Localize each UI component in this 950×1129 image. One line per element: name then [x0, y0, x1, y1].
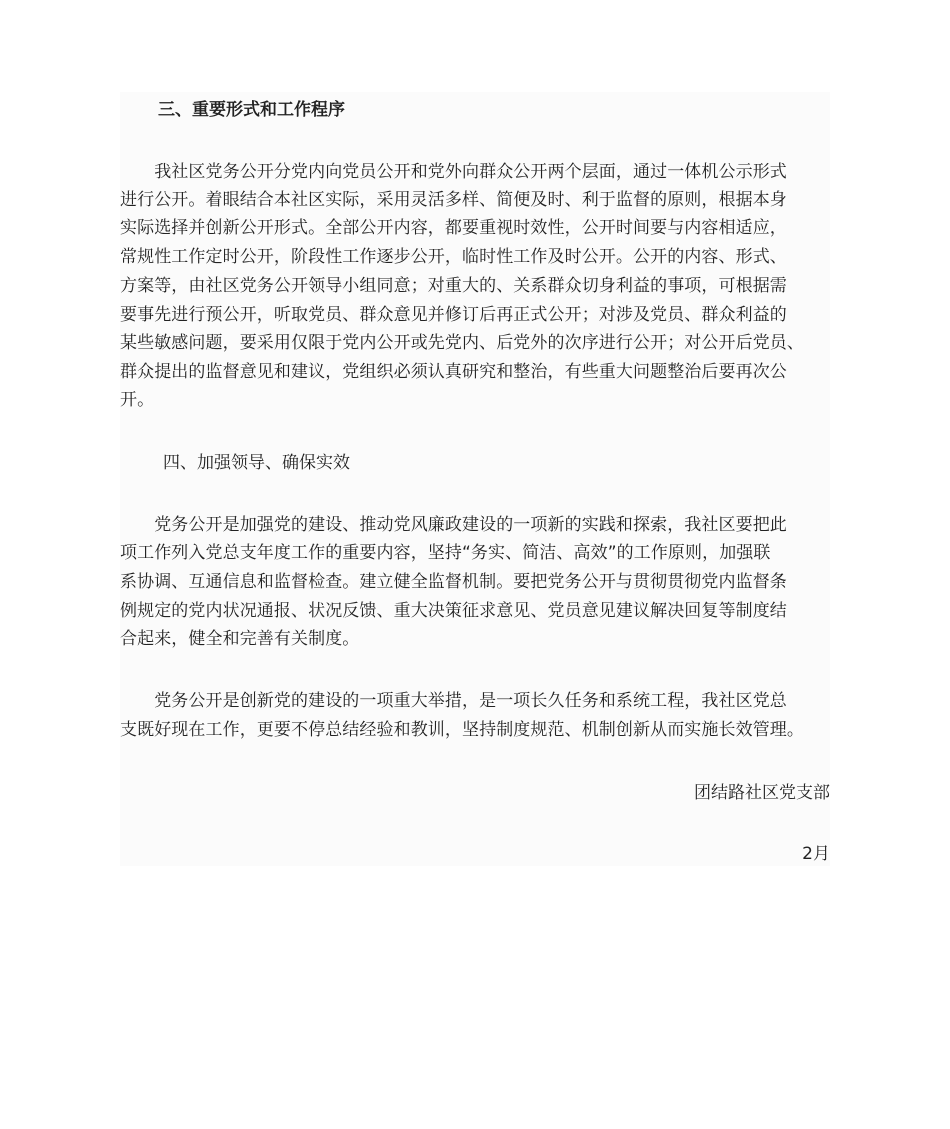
section-3-line-1: 我社区党务公开分党内向党员公开和党外向群众公开两个层面，通过一体机公示形式 — [120, 162, 787, 182]
section-4-line-2: 项工作列入党总支年度工作的重要内容，坚持“务实、简洁、高效”的工作原则，加强联 — [120, 543, 771, 563]
section-4-line-1: 党务公开是加强党的建设、推动党风廉政建设的一项新的实践和探索，我社区要把此 — [120, 515, 787, 535]
signature-organization: 团结路社区党支部 — [694, 783, 830, 803]
section-3-line-4: 常规性工作定时公开，阶段性工作逐步公开，临时性工作及时公开。公开的内容、形式、 — [120, 247, 787, 267]
section-4-line-4: 例规定的党内状况通报、状况反馈、重大决策征求意见、党员意见建议解决回复等制度结 — [120, 601, 787, 621]
section-3-line-6: 要事先进行预公开，听取党员、群众意见并修订后再正式公开；对涉及党员、群众利益的 — [120, 305, 787, 325]
signature-date: 2月 — [802, 844, 830, 864]
closing-line-2: 支既好现在工作，更要不停总结经验和教训，坚持制度规范、机制创新从而实施长效管理。 — [120, 720, 804, 740]
section-4-line-5: 合起来，健全和完善有关制度。 — [120, 629, 360, 649]
section-4-heading: 四、加强领导、确保实效 — [163, 453, 350, 473]
section-3-line-7: 某些敏感问题，要采用仅限于党内公开或先党内、后党外的次序进行公开；对公开后党员、 — [120, 333, 804, 353]
section-3-line-5: 方案等，由社区党务公开领导小组同意；对重大的、关系群众切身利益的事项，可根据需 — [120, 276, 787, 296]
section-3-line-8: 群众提出的监督意见和建议，党组织必须认真研究和整治，有些重大问题整治后要再次公 — [120, 362, 787, 382]
closing-line-1: 党务公开是创新党的建设的一项重大举措，是一项长久任务和系统工程，我社区党总 — [120, 691, 787, 711]
section-3-heading: 三、重要形式和工作程序 — [158, 100, 345, 120]
section-3-line-2: 进行公开。着眼结合本社区实际，采用灵活多样、简便及时、利于监督的原则，根据本身 — [120, 190, 787, 210]
section-3-line-9: 开。 — [120, 390, 155, 410]
section-3-line-3: 实际选择并创新公开形式。全部公开内容，都要重视时效性，公开时间要与内容相适应， — [120, 218, 787, 238]
section-4-line-3: 系协调、互通信息和监督检查。建立健全监督机制。要把党务公开与贯彻贯彻党内监督条 — [120, 572, 787, 592]
